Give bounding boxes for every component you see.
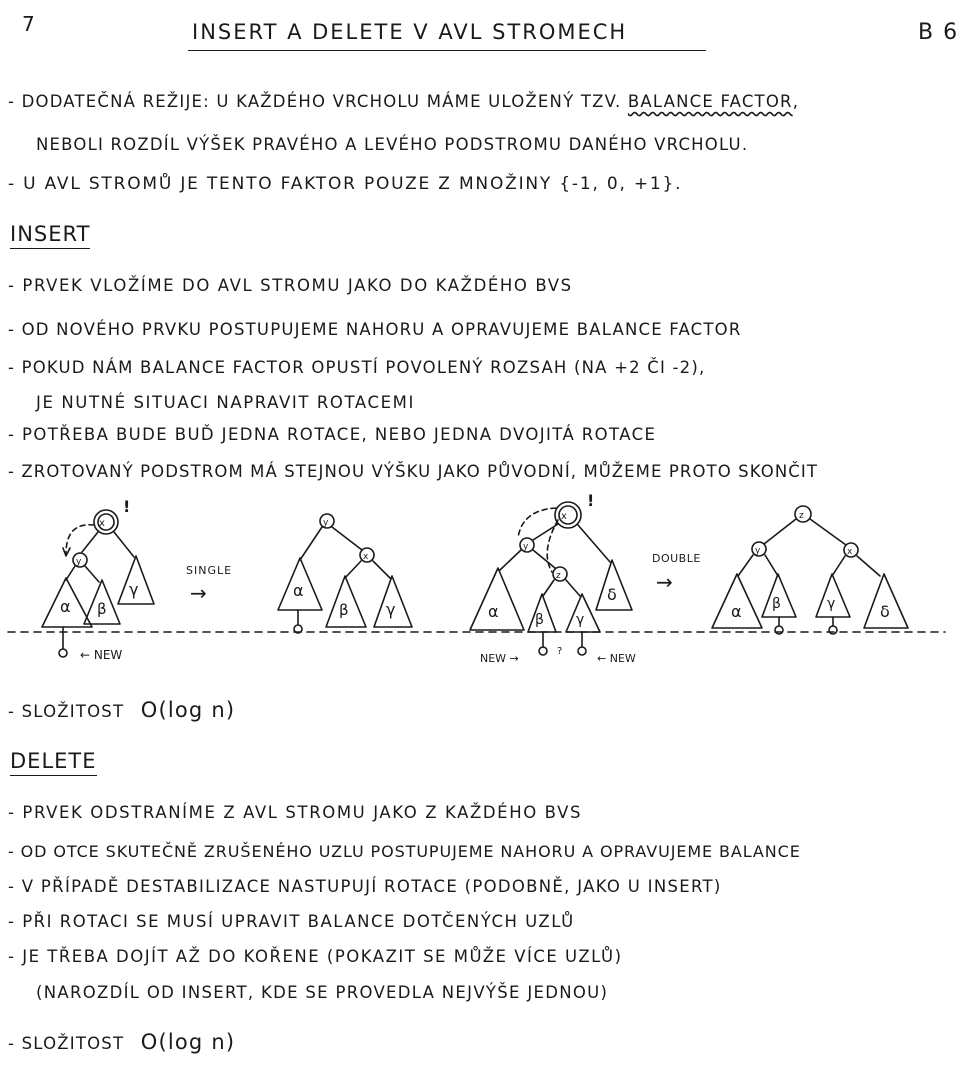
tree3-edge-z-beta bbox=[543, 580, 554, 596]
tree3-new-right: ← NEW bbox=[597, 652, 636, 665]
insert-complexity bbox=[8, 698, 235, 722]
tree3-edge-x-delta bbox=[578, 525, 610, 562]
tree4-label-z: z bbox=[799, 511, 804, 521]
tree3-alpha: α bbox=[488, 602, 499, 621]
tree4-edge-x-gamma bbox=[832, 556, 845, 576]
tree3-delta: δ bbox=[607, 585, 617, 604]
delete-complexity-label: - SLOŽITOST bbox=[8, 1034, 125, 1053]
delete-complexity-value: O(log n) bbox=[140, 1030, 236, 1054]
tree3-new-node-right bbox=[578, 647, 586, 655]
single-arrow: → bbox=[190, 581, 207, 605]
tree3-beta: β bbox=[535, 612, 544, 628]
delete-complexity bbox=[8, 1030, 235, 1054]
tree4-label-x: x bbox=[847, 547, 853, 557]
tree4-label-y: y bbox=[755, 546, 761, 556]
insert-item-1: - PRVEK VLOŽÍME DO AVL STROMU JAKO DO KAŽDÉHO BVS bbox=[8, 276, 573, 295]
insert-heading: INSERT bbox=[10, 222, 90, 249]
insert-item-2: - OD NOVÉHO PRVKU POSTUPUJEME NAHORU A OPRAVUJEME BALANCE FACTOR bbox=[8, 320, 742, 339]
tree4-edge-x-delta bbox=[857, 556, 880, 576]
tree1-beta: β bbox=[97, 600, 107, 618]
tree3-edge-x-y bbox=[533, 524, 558, 540]
tree2-edge-x-beta bbox=[345, 561, 361, 578]
tree3-new-node-left bbox=[539, 647, 547, 655]
tree1-edge-y-alpha bbox=[66, 566, 75, 580]
tree4-beta: β bbox=[772, 596, 781, 612]
tree2-label-x: x bbox=[363, 552, 369, 562]
delete-item-2: - OD OTCE SKUTEČNĚ ZRUŠENÉHO UZLU POSTUPUJEME NAHORU A OPRAVUJEME BALANCE bbox=[8, 842, 801, 861]
tree1-edge-x-y bbox=[82, 532, 98, 552]
tree3-label-x: x bbox=[561, 511, 567, 522]
delete-item-4: - PŘI ROTACI SE MUSÍ UPRAVIT BALANCE DOTČENÝCH UZLŮ bbox=[8, 912, 575, 931]
tree2-gamma: γ bbox=[386, 600, 396, 619]
tree3-edge-y-z bbox=[533, 550, 555, 568]
single-rotation-hint bbox=[66, 525, 94, 554]
delete-heading: DELETE bbox=[10, 749, 97, 776]
tree1-alpha: α bbox=[60, 597, 71, 616]
single-label: SINGLE bbox=[186, 564, 233, 577]
tree3-edge-y-alpha bbox=[500, 550, 521, 570]
tree1-edge-x-gamma bbox=[114, 532, 134, 557]
intro-line-3: - U AVL STROMŮ JE TENTO FAKTOR POUZE Z MNOŽINY {-1, 0, +1}. bbox=[8, 174, 683, 194]
intro-line-1 bbox=[8, 92, 799, 111]
page-code: 7 bbox=[22, 12, 37, 36]
tree2-alpha: α bbox=[293, 581, 304, 600]
tree3-edge-z-gamma bbox=[566, 580, 580, 596]
tree4-delta: δ bbox=[880, 602, 890, 621]
tree3-new-left: NEW → bbox=[480, 652, 519, 665]
insert-complexity-value: O(log n) bbox=[140, 698, 236, 722]
insert-complexity-label: - SLOŽITOST bbox=[8, 702, 125, 721]
tree2-label-y: y bbox=[323, 518, 329, 528]
tree1-label-y: y bbox=[76, 557, 82, 567]
rotation-diagram bbox=[0, 492, 976, 682]
insert-item-5: - POTŘEBA BUDE BUĎ JEDNA ROTACE, NEBO JEDNA DVOJITÁ ROTACE bbox=[8, 425, 657, 444]
tree1-new-node bbox=[59, 649, 67, 657]
insert-item-6: - ZROTOVANÝ PODSTROM MÁ STEJNOU VÝŠKU JAKO PŮVODNÍ, MŮŽEME PROTO SKONČIT bbox=[8, 462, 819, 481]
tree1-label-x: x bbox=[99, 518, 105, 529]
double-arrow: → bbox=[656, 570, 673, 594]
insert-item-4: JE NUTNÉ SITUACI NAPRAVIT ROTACEMI bbox=[36, 393, 415, 412]
delete-item-5: - JE TŘEBA DOJÍT AŽ DO KOŘENE (POKAZIT SE MŮŽE VÍCE UZLŮ) bbox=[8, 947, 623, 966]
double-label: DOUBLE bbox=[652, 552, 701, 565]
tree3-or-mark: ? bbox=[557, 646, 563, 657]
intro-comma: , bbox=[792, 92, 800, 111]
page-number: B 6 bbox=[918, 20, 959, 45]
intro-line-1-text: - DODATEČNÁ REŽIJE: U KAŽDÉHO VRCHOLU MÁME ULOŽENÝ TZV. bbox=[8, 92, 622, 111]
tree1-edge-y-beta bbox=[85, 566, 99, 582]
tree2-edge-x-gamma bbox=[373, 561, 390, 578]
tree3-label-y: y bbox=[523, 542, 529, 552]
tree1-new-label: ← NEW bbox=[80, 648, 123, 662]
delete-item-6: (NAROZDÍL OD INSERT, KDE SE PROVEDLA NEJVÝŠE JEDNOU) bbox=[36, 983, 609, 1002]
tree3-label-z: z bbox=[556, 571, 561, 581]
tree2-beta: β bbox=[339, 601, 349, 619]
tree4-edge-y-beta bbox=[765, 555, 778, 576]
balance-factor-term: BALANCE FACTOR bbox=[627, 92, 793, 111]
tree3-exclamation: ! bbox=[587, 492, 595, 510]
tree1-gamma: γ bbox=[129, 580, 139, 599]
tree3-gamma: γ bbox=[576, 612, 585, 628]
delete-item-1: - PRVEK ODSTRANÍME Z AVL STROMU JAKO Z KAŽDÉHO BVS bbox=[8, 803, 583, 822]
page-title: INSERT A DELETE V AVL STROMECH bbox=[192, 20, 628, 44]
tree4-gamma: γ bbox=[827, 596, 836, 612]
double-rotation-hint-1 bbox=[518, 508, 556, 538]
tree4-edge-z-x bbox=[810, 519, 846, 545]
insert-item-3: - POKUD NÁM BALANCE FACTOR OPUSTÍ POVOLENÝ ROZSAH (NA +2 ČI -2), bbox=[8, 358, 706, 377]
intro-line-2: NEBOLI ROZDÍL VÝŠEK PRAVÉHO A LEVÉHO PODSTROMU DANÉHO VRCHOLU. bbox=[36, 135, 749, 154]
delete-item-3: - V PŘÍPADĚ DESTABILIZACE NASTUPUJÍ ROTACE (PODOBNĚ, JAKO U INSERT) bbox=[8, 877, 722, 896]
tree4-edge-z-y bbox=[764, 519, 796, 544]
tree4-alpha: α bbox=[731, 602, 742, 621]
title-underline bbox=[188, 50, 706, 51]
tree2-edge-y-alpha bbox=[300, 527, 322, 560]
tree1-exclamation: ! bbox=[123, 497, 131, 516]
tree2-edge-y-x bbox=[332, 527, 362, 550]
tree4-edge-y-alpha bbox=[738, 555, 753, 576]
